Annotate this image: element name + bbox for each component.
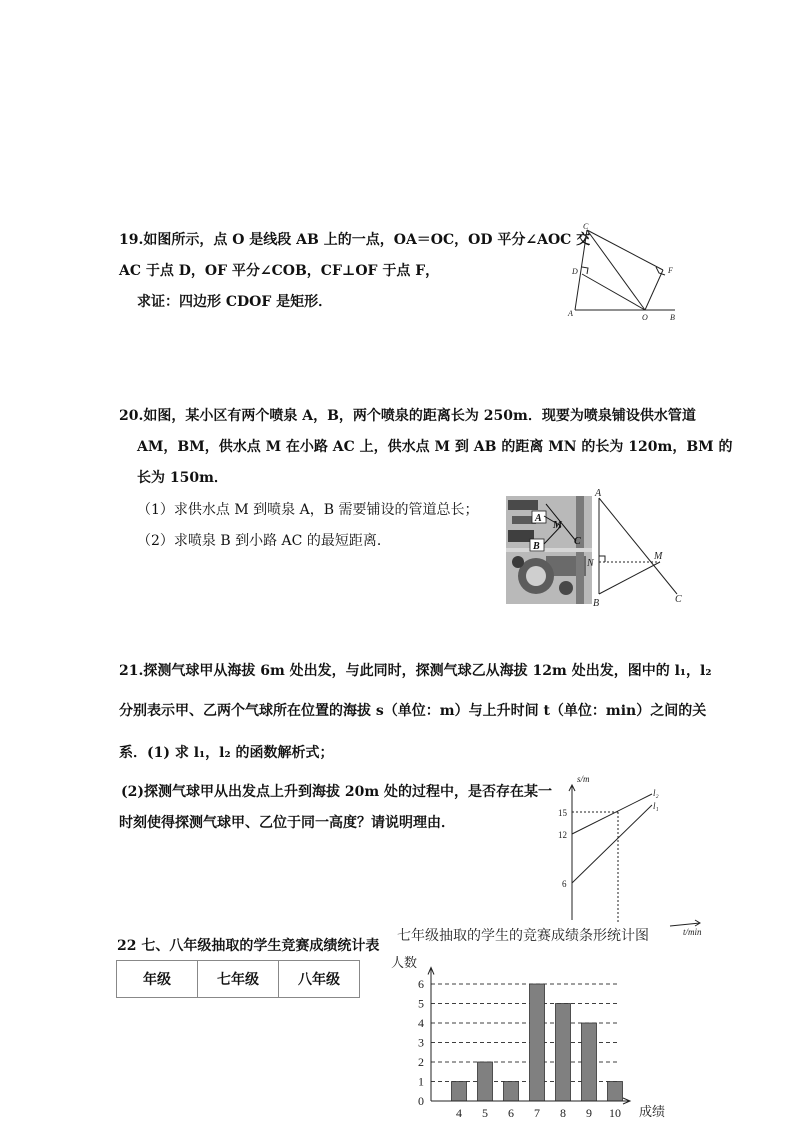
q19-label-f: F [668, 266, 673, 275]
q22-bar-chart [385, 920, 695, 1120]
chart-title: 七年级抽取的学生的竞赛成绩条形统计图 [397, 929, 649, 944]
q21-line-3: 系．(1) 求 l₁，l₂ 的函数解析式； [119, 745, 334, 761]
q21-y-tick-6: 6 [562, 879, 567, 889]
q21-sub-2b: 时刻使得探测气球甲、乙位于同一高度？请说明理由． [119, 815, 455, 831]
q20-geometry-figure [582, 486, 692, 610]
chart-y-tick: 4 [418, 1016, 424, 1030]
chart-x-tick: 5 [482, 1106, 488, 1120]
table-header-grade-7: 七年级 [198, 961, 279, 998]
q19-segment-fo [645, 270, 663, 310]
chart-y-tick: 0 [418, 1094, 424, 1108]
q19-label-d: D [572, 267, 578, 276]
q20-label-c: C [675, 594, 682, 605]
q21-line-1: 21.探测气球甲从海拔 6m 处出发，与此同时，探测气球乙从海拔 12m 处出发，图中的 l₁，l₂ [119, 663, 712, 679]
chart-x-tick: 6 [508, 1106, 514, 1120]
q20-label-n: N [587, 558, 594, 569]
chart-bar [478, 1062, 493, 1101]
q19-segment-co [587, 230, 645, 310]
chart-bar [582, 1023, 597, 1101]
q21-x-axis-label: t/min [683, 927, 702, 937]
q19-right-angle-d [582, 267, 588, 274]
q22-score-table [116, 960, 360, 998]
chart-bar [530, 984, 545, 1101]
chart-bar [452, 1082, 467, 1102]
q20-label-m: M [654, 551, 663, 562]
q21-y-axis-label: s/m [577, 774, 590, 784]
chart-x-label: 成绩 [639, 1104, 666, 1119]
q21-sub-2a: (2)探测气球甲从出发点上升到海拔 20m 处的过程中，是否存在某一 [121, 784, 553, 800]
q19-label-o: O [642, 313, 648, 322]
q20-label-b: B [593, 598, 600, 609]
q20-line-3: 长为 150m． [137, 470, 228, 486]
table-header-grade: 年级 [117, 961, 198, 998]
q21-line-l2 [572, 794, 652, 834]
table-header-grade-8: 八年级 [279, 961, 360, 998]
chart-bar [608, 1082, 623, 1102]
q20-photo-label-b: B [533, 541, 540, 552]
q20-label-a: A [595, 488, 602, 499]
q20-photo-label-c: C [574, 536, 581, 547]
table-row [117, 961, 360, 998]
chart-x-tick: 9 [586, 1106, 592, 1120]
q20-photo-label-m: M [553, 520, 562, 531]
chart-bar [556, 1004, 571, 1102]
q20-sub-2: （2）求喷泉 B 到小路 AC 的最短距离． [137, 533, 391, 549]
chart-x-tick: 4 [456, 1106, 462, 1120]
q21-line-l1 [572, 805, 652, 883]
chart-y-tick: 1 [418, 1074, 424, 1089]
chart-x-tick: 10 [609, 1106, 621, 1120]
q19-line-3: 求证：四边形 CDOF 是矩形． [137, 294, 333, 310]
q20-aerial-photo [506, 496, 592, 604]
q21-label-l1: l₁ [653, 801, 659, 811]
q19-geometry-figure [560, 222, 690, 322]
q21-label-l2: l₂ [653, 788, 659, 798]
q20-sub-1: （1）求供水点 M 到喷泉 A，B 需要铺设的管道总长； [137, 502, 479, 518]
chart-y-tick: 2 [418, 1055, 424, 1069]
q20-line-2: AM，BM，供水点 M 在小路 AC 上，供水点 M 到 AB 的距离 MN 的长为 120m，BM 的 [137, 439, 733, 455]
q21-y-tick-12: 12 [558, 830, 567, 840]
q19-segment-do [582, 274, 645, 310]
chart-x-tick: 8 [560, 1106, 566, 1120]
q20-photo-label-a: A [535, 513, 542, 524]
q19-label-b: B [670, 313, 675, 322]
q21-line-2: 分别表示甲、乙两个气球所在位置的海拔 s（单位：m）与上升时间 t（单位：min）之间的关 [119, 703, 707, 719]
q19-label-c: C [583, 222, 589, 231]
chart-y-tick: 6 [418, 977, 424, 991]
q20-segment-bm [599, 562, 660, 594]
q22-title: 22 七、八年级抽取的学生竞赛成绩统计表 [117, 938, 380, 954]
q21-line-graph [555, 772, 715, 942]
q20-right-angle-n [599, 556, 605, 562]
q20-segment-ac [599, 498, 677, 594]
q20-line-1: 20.如图，某小区有两个喷泉 A，B，两个喷泉的距离长为 250m．现要为喷泉铺设供水管道 [119, 408, 696, 424]
q19-line-1: 19.如图所示，点 O 是线段 AB 上的一点，OA＝OC，OD 平分∠AOC 交 [119, 232, 591, 248]
q19-line-2: AC 于点 D，OF 平分∠COB，CF⊥OF 于点 F， [119, 263, 440, 279]
q21-y-tick-15: 15 [558, 808, 567, 818]
q19-label-a: A [568, 309, 573, 318]
chart-y-label: 人数 [391, 955, 418, 970]
chart-x-tick: 7 [534, 1106, 540, 1120]
chart-y-tick: 5 [418, 996, 424, 1011]
chart-bar [504, 1082, 519, 1102]
q19-segment-cf [587, 230, 663, 270]
chart-y-tick: 3 [418, 1035, 424, 1050]
